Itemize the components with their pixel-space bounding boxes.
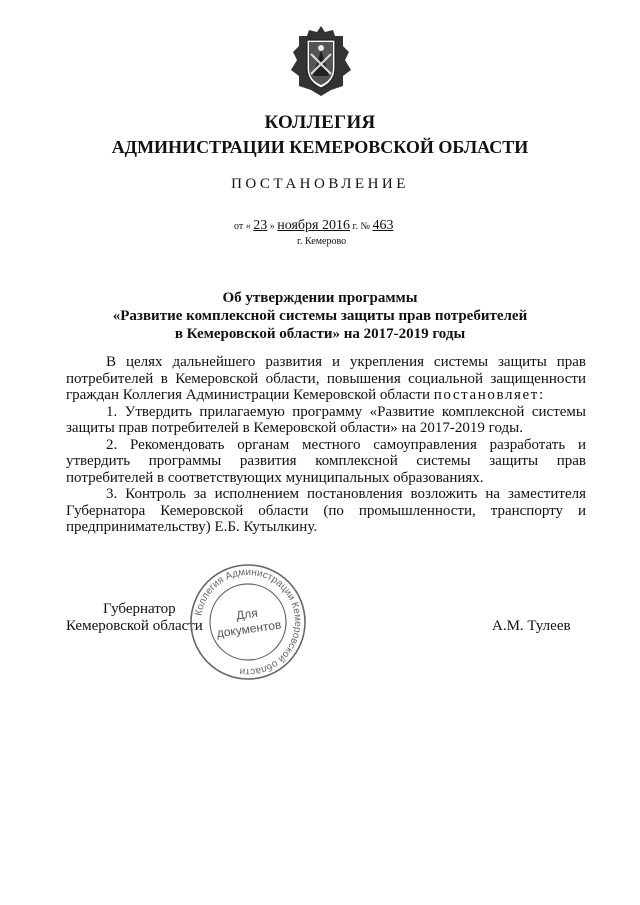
preamble-paragraph (66, 354, 586, 404)
coat-of-arms-icon (289, 24, 353, 98)
title-line-3: в Кемеровской области» на 2017-2019 годы (174, 326, 466, 342)
date-month-year: ноября 2016 (277, 218, 350, 233)
date-prefix: от « (234, 221, 251, 232)
date-year-suffix: г. (352, 221, 358, 232)
number-sign: № (360, 221, 371, 232)
clause-1: 1. Утвердить прилагаемую программу «Развитие комплексной системы защиты прав потребителей в Кемеровской области» на 2017-2019 годы. (66, 403, 586, 436)
official-stamp (188, 562, 308, 682)
signatory-title-line-1: Губернатор (103, 601, 176, 617)
date-quote-close: » (269, 221, 275, 232)
title-line-1: Об утверждении программы (222, 290, 418, 306)
signatory-title (66, 601, 203, 635)
stamp-center-line-1: Для (235, 605, 259, 623)
document-title (0, 289, 640, 343)
organization-name: КОЛЛЕГИЯ (264, 112, 376, 133)
document-number: 463 (372, 218, 394, 233)
date-day: 23 (253, 218, 268, 233)
date-line (234, 218, 394, 234)
signatory-title-line-2: Кемеровской области (66, 618, 203, 634)
title-line-2: «Развитие комплексной системы защиты прав потребителей (112, 308, 528, 324)
document-type: ПОСТАНОВЛЕНИЕ (231, 176, 409, 192)
organization-name-full: АДМИНИСТРАЦИИ КЕМЕРОВСКОЙ ОБЛАСТИ (111, 137, 529, 157)
stamp-center-line-2: документов (215, 617, 283, 641)
city: г. Кемерово (297, 236, 347, 247)
clause-2: 2. Рекомендовать органам местного самоуправления разработать и утвердить программы развития комплексной системы защиты прав потребителей в соответствующих муниципальных образованиях. (66, 436, 586, 486)
preamble-text: В целях дальнейшего развития и укрепления системы защиты прав потребителей в Кемеровской области, повышения социальной защищенности граждан Коллегия Администрации Кемеровской области (66, 354, 586, 403)
stamp-ring-text: Коллегия Администрации Кемеровской области (193, 566, 304, 678)
signatory-name: А.М. Тулеев (492, 618, 571, 634)
resolves-word: постановляет: (433, 387, 545, 403)
clause-3: 3. Контроль за исполнением постановления возложить на заместителя Губернатора Кемеровской области (по промышленности, транспорту и предпринимательству) Е.Б. Кутылкину. (66, 486, 586, 535)
document-body (66, 354, 586, 536)
